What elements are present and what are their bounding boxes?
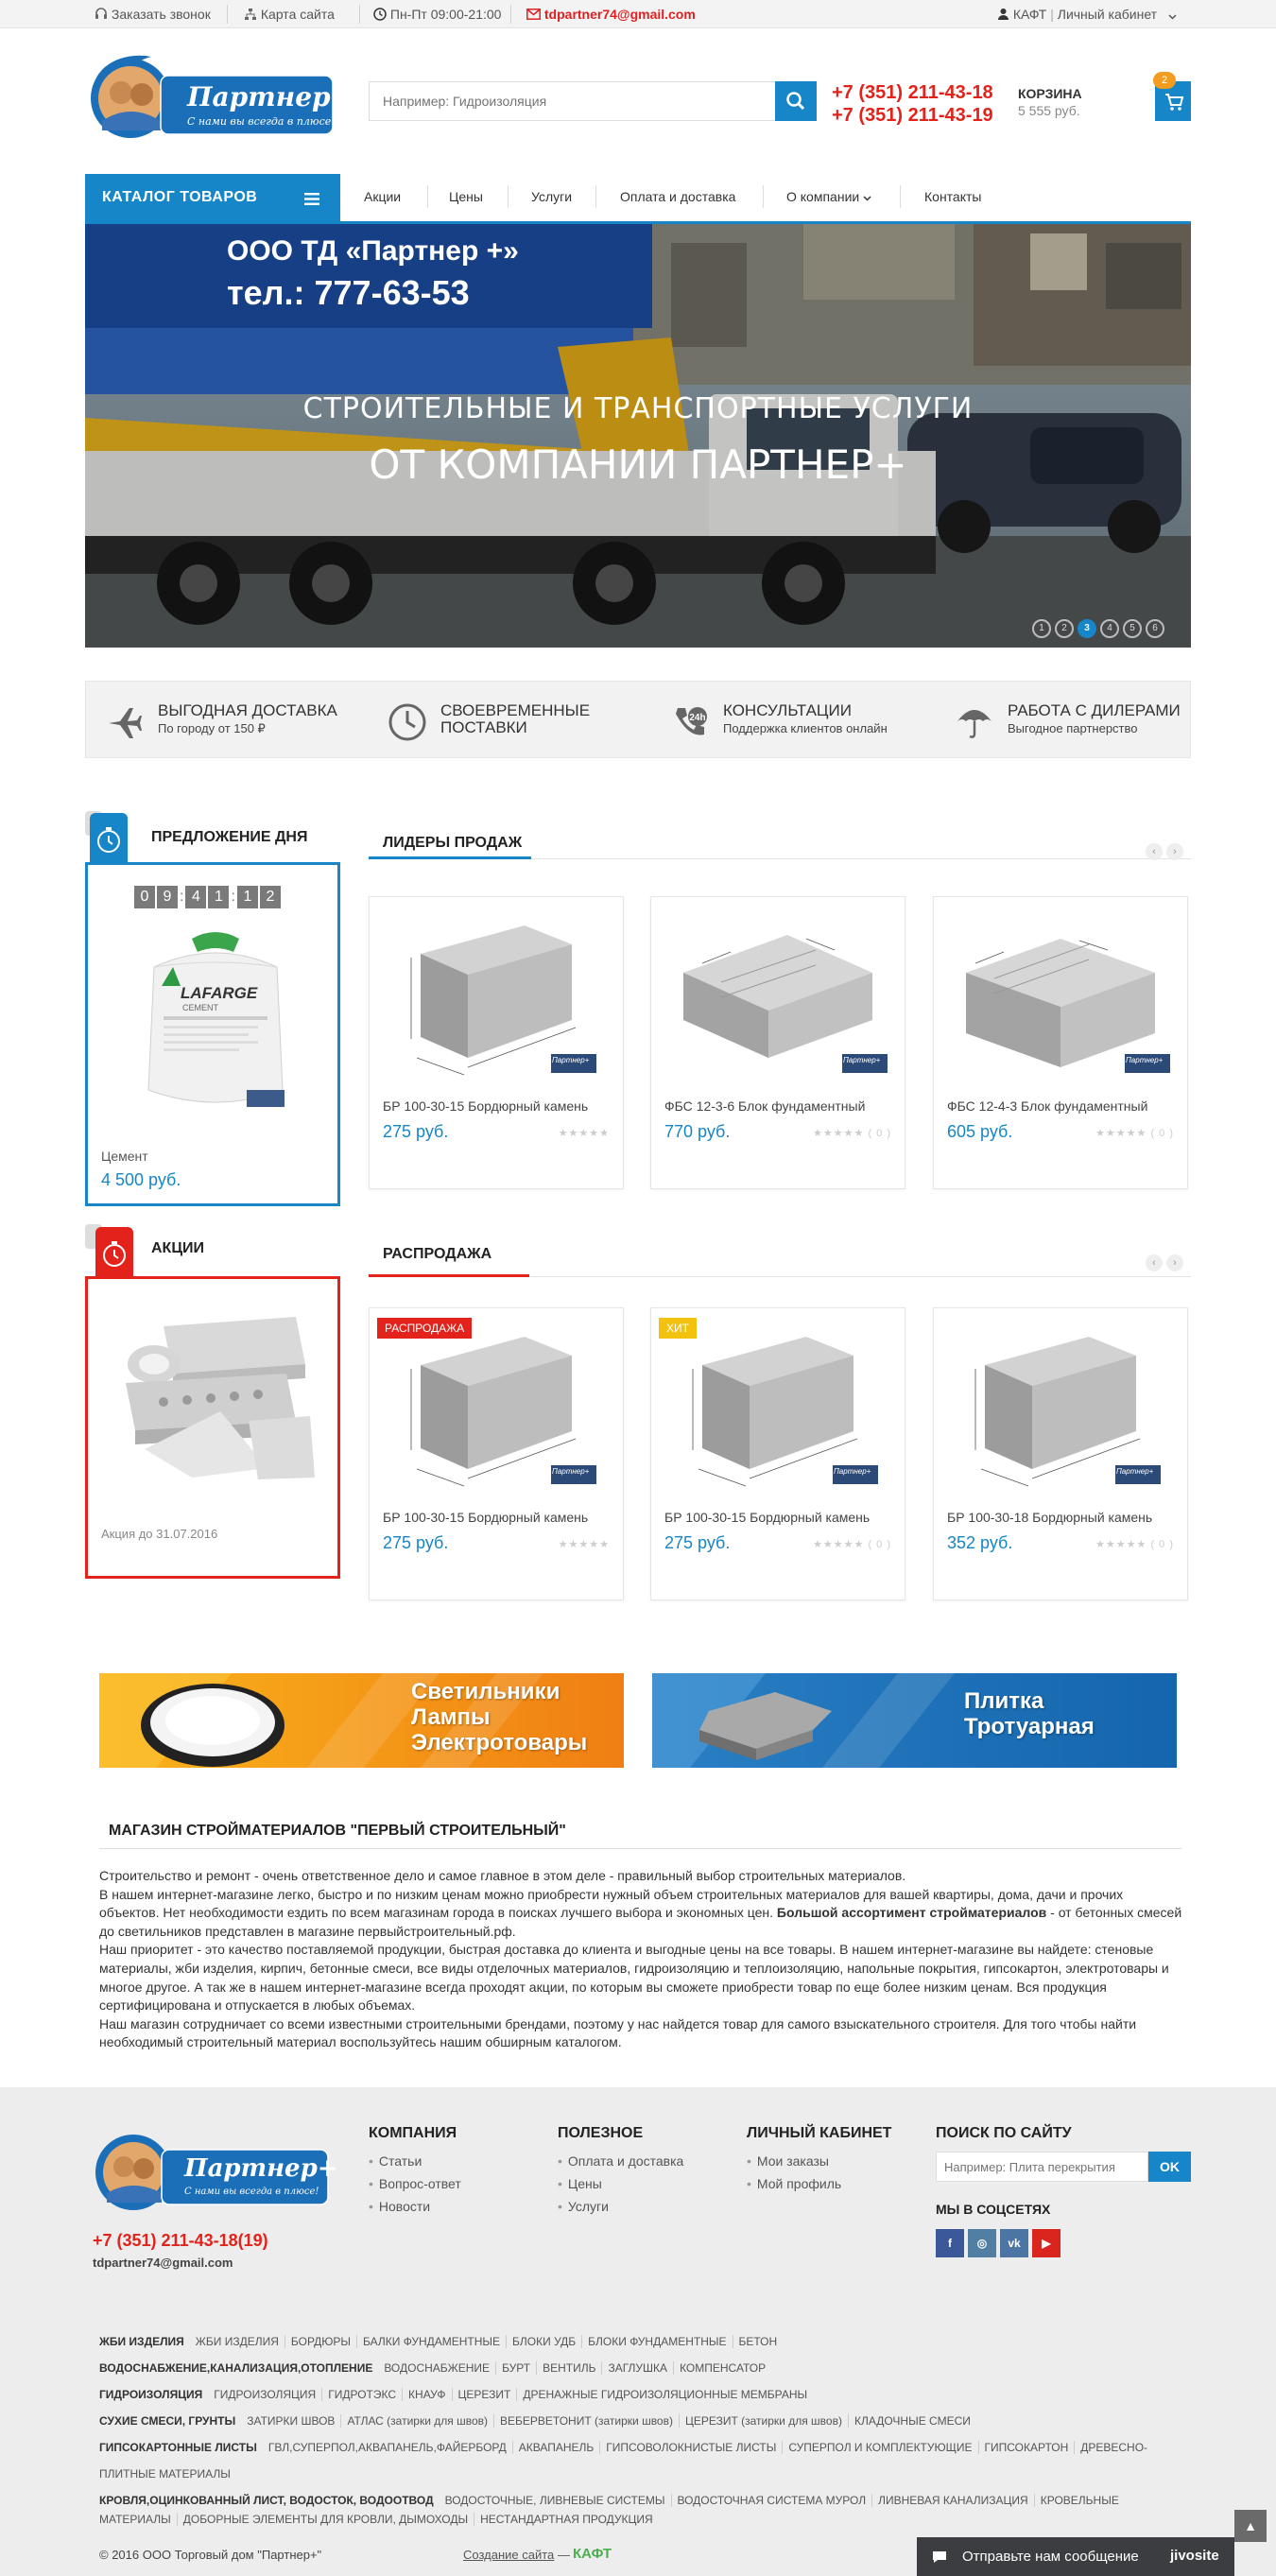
mail-icon xyxy=(526,8,541,23)
footer xyxy=(0,2087,1276,2576)
made-by-link[interactable]: Создание сайта xyxy=(463,2548,555,2562)
store-paragraph xyxy=(99,1886,1186,1942)
svg-text:24h: 24h xyxy=(689,713,706,723)
day-offer-price: 4 500 руб. xyxy=(101,1170,181,1189)
banner-paving[interactable] xyxy=(652,1673,1177,1768)
phone-1[interactable]: +7 (351) 211-43-18 xyxy=(832,82,993,103)
footer-link[interactable]: • Статьи xyxy=(369,2153,461,2169)
scroll-top-icon[interactable]: ▲ xyxy=(1234,2510,1267,2542)
product-card[interactable] xyxy=(650,896,905,1189)
footer-link[interactable]: БЛОКИ УДБ xyxy=(507,2335,582,2348)
nav-item-delivery[interactable]: Оплата и доставка xyxy=(620,189,736,204)
rating-stars: ★★★★★ xyxy=(558,1539,610,1550)
day-offer-title: ПРЕДЛОЖЕНИЕ ДНЯ xyxy=(151,829,308,845)
brand-badge: Партнер+ xyxy=(834,1467,871,1476)
chevron-down-icon xyxy=(863,196,871,201)
email-link[interactable] xyxy=(526,7,696,23)
footer-link[interactable]: • Оплата и доставка xyxy=(558,2153,683,2169)
footer-col-title: КОМПАНИЯ xyxy=(369,2125,457,2141)
feature-delivery xyxy=(158,702,337,736)
footer-link[interactable]: ГИПСОКАРТОН xyxy=(979,2441,1076,2454)
instagram-icon[interactable]: ◎ xyxy=(968,2229,996,2257)
store-paragraph: Наш приоритет - это качество поставляемой продукции, быстрая доставка до клиента и выгодные цены на все товары. В нашем интернет-магазине вы найдете: стеновые материалы, жби изделия, кирпич, бетонные смеси, все виды отделочных материалов, гидроизоляцию и теплоизоляцию, напольные покрытия, гипсокартон, электротовары и многое другое. А так же в нашем интернет-магазине всегда проходят акции, по которым вы сможете приобрести товар по еще более низким ценам. Вся продукция сертифицирована и отпускается в любых объемах. xyxy=(99,1942,1169,2014)
nav-divider xyxy=(900,185,901,208)
footer-link[interactable]: • Вопрос-ответ xyxy=(369,2176,461,2191)
header-phones xyxy=(832,81,993,127)
product-price: 352 руб. xyxy=(947,1533,1013,1552)
footer-search-button[interactable]: OK xyxy=(1148,2152,1191,2182)
arrow-right-icon[interactable]: › xyxy=(1166,843,1183,860)
product-name[interactable]: БР 100-30-15 Бордюрный камень xyxy=(664,1510,871,1525)
curb-stone-image xyxy=(664,1327,891,1507)
catalog-label: КАТАЛОГ ТОВАРОВ xyxy=(102,189,258,205)
footer-link[interactable]: ВОДОСТОЧНЫЕ, ЛИВНЕВЫЕ СИСТЕМЫ xyxy=(440,2494,672,2507)
chat-label: Отправьте нам сообщение xyxy=(962,2549,1139,2565)
product-price: 605 руб. xyxy=(947,1122,1013,1141)
hero-title-line2: ОТ КОМПАНИИ ПАРТНЕР+ xyxy=(369,441,907,488)
logo-slogan: С нами вы всегда в плюсе! xyxy=(184,2187,319,2197)
footer-link[interactable]: ДРЕВЕСНО-ПЛИТНЫЕ МАТЕРИАЛЫ xyxy=(99,2441,1148,2481)
rating-stars: ★★★★★ ( 0 ) xyxy=(813,1128,891,1139)
kaft-brand[interactable]: КАФТ xyxy=(573,2546,612,2562)
nav-divider xyxy=(763,185,764,208)
stopwatch-icon xyxy=(95,1227,133,1276)
product-price: 770 руб. xyxy=(664,1122,731,1141)
footer-link-head[interactable]: СУХИЕ СМЕСИ, ГРУНТЫ xyxy=(99,2414,236,2428)
nav-item-contacts[interactable]: Контакты xyxy=(924,189,982,204)
banner-text: Светильники xyxy=(411,1679,560,1704)
email-label[interactable]: tdpartner74@gmail.com xyxy=(543,7,696,22)
features-strip xyxy=(85,681,1191,758)
product-name[interactable]: ФБС 12-4-3 Блок фундаментный xyxy=(947,1098,1148,1114)
banner-text: Тротуарная xyxy=(964,1714,1095,1739)
footer-link-row xyxy=(99,2408,1196,2434)
leaders-arrows xyxy=(1142,842,1183,860)
rating-stars: ★★★★★ ( 0 ) xyxy=(1095,1539,1174,1550)
store-title: МАГАЗИН СТРОЙМАТЕРИАЛОВ "ПЕРВЫЙ СТРОИТЕЛЬНЫЙ" xyxy=(109,1823,566,1839)
top-bar xyxy=(0,0,1276,28)
feature-title: РАБОТА С ДИЛЕРАМИ xyxy=(1008,701,1181,719)
footer-link[interactable]: ЦЕРЕЗИТ xyxy=(453,2388,518,2401)
footer-link[interactable]: ВОДОСНАБЖЕНИЕ xyxy=(378,2361,496,2375)
site-logo[interactable] xyxy=(85,47,353,142)
catalog-button[interactable] xyxy=(85,174,340,223)
footer-link[interactable]: НЕСТАНДАРТНАЯ ПРОДУКЦИЯ xyxy=(480,2513,653,2526)
product-name[interactable]: БР 100-30-18 Бордюрный камень xyxy=(947,1510,1153,1525)
footer-link-head[interactable]: ГИДРОИЗОЛЯЦИЯ xyxy=(99,2388,203,2401)
footer-col-title: ПОЛЕЗНОЕ xyxy=(558,2125,644,2141)
footer-link[interactable]: ЖБИ ИЗДЕЛИЯ xyxy=(190,2335,285,2348)
chevron-down-icon xyxy=(1168,8,1177,23)
footer-link-row xyxy=(99,2328,1196,2355)
footer-link[interactable]: ДОБОРНЫЕ ЭЛЕМЕНТЫ ДЛЯ КРОВЛИ, ДЫМОХОДЫ xyxy=(178,2513,474,2526)
banner-lighting[interactable] xyxy=(99,1673,624,1768)
feature-title: СВОЕВРЕМЕННЫЕ xyxy=(440,701,591,719)
footer-col-title: ЛИЧНЫЙ КАБИНЕТ xyxy=(747,2125,892,2141)
feature-dealers xyxy=(1008,702,1181,735)
callback-label[interactable]: Заказать звонок xyxy=(111,7,211,22)
promo-title: АКЦИИ xyxy=(151,1240,205,1256)
footer-link[interactable]: • Новости xyxy=(369,2199,461,2214)
callback-link[interactable] xyxy=(95,7,211,24)
banner-text: Электротовары xyxy=(411,1730,588,1755)
product-name[interactable]: БР 100-30-15 Бордюрный камень xyxy=(383,1098,589,1114)
footer-link[interactable]: ГИДРОТЭКС xyxy=(322,2388,403,2401)
headset-icon xyxy=(95,8,108,24)
footer-link-row xyxy=(99,2487,1196,2529)
brand-badge: Партнер+ xyxy=(843,1056,881,1064)
banner-paving-image xyxy=(652,1673,1177,1768)
timer-digit: 0 xyxy=(134,886,155,908)
curb-stone-image xyxy=(383,916,610,1096)
stopwatch-icon xyxy=(90,813,128,862)
chat-icon xyxy=(932,2550,947,2564)
leaders-title: ЛИДЕРЫ ПРОДАЖ xyxy=(383,835,523,851)
rating-stars: ★★★★★ xyxy=(558,1128,610,1139)
footer-link[interactable]: ГИДРОИЗОЛЯЦИЯ xyxy=(208,2388,322,2401)
footer-link-head[interactable]: КРОВЛЯ,ОЦИНКОВАННЫЙ ЛИСТ, ВОДОСТОК, ВОДООТВОД xyxy=(99,2494,434,2507)
timer-digit: 2 xyxy=(260,886,281,908)
footer-col-title: ПОИСК ПО САЙТУ xyxy=(936,2125,1072,2141)
footer-link-row xyxy=(99,2381,1196,2408)
hero-title-line1: СТРОИТЕЛЬНЫЕ И ТРАНСПОРТНЫЕ УСЛУГИ xyxy=(302,392,974,425)
topbar-divider xyxy=(510,5,511,24)
footer-col-company xyxy=(369,2125,461,2222)
arrow-left-icon[interactable]: ‹ xyxy=(1146,843,1163,860)
clock-icon xyxy=(373,8,387,24)
footer-link[interactable]: • Мой профиль xyxy=(747,2176,891,2191)
footer-link[interactable]: АКВАПАНЕЛЬ xyxy=(513,2441,601,2454)
user-menu[interactable]: КАФТ | Личный кабинет xyxy=(997,7,1177,23)
clock-icon xyxy=(388,702,427,745)
day-offer-product-name[interactable]: Цемент xyxy=(101,1149,148,1164)
store-divider xyxy=(99,1848,1181,1849)
promo-tab xyxy=(95,1227,133,1276)
nav-divider xyxy=(595,185,596,208)
footer-link[interactable]: КНАУФ xyxy=(403,2388,452,2401)
footer-link[interactable]: КОМПЕНСАТОР xyxy=(680,2361,767,2375)
nav-item-about[interactable] xyxy=(786,189,871,204)
search-button[interactable] xyxy=(775,81,817,121)
slider-dot[interactable]: 1 xyxy=(1032,619,1051,638)
hit-tag: ХИТ xyxy=(659,1318,697,1339)
timer-digit: 1 xyxy=(237,886,258,908)
slider-dot[interactable]: 5 xyxy=(1123,619,1142,638)
copyright: © 2016 ООО Торговый дом "Партнер+" xyxy=(99,2548,322,2562)
footer-link[interactable]: КЛАДОЧНЫЕ СМЕСИ xyxy=(854,2414,971,2428)
nav-about-label: О компании xyxy=(786,189,860,204)
sale-arrows xyxy=(1142,1253,1183,1271)
feature-title-line2: ПОСТАВКИ xyxy=(440,718,527,736)
feature-title: КОНСУЛЬТАЦИИ xyxy=(723,701,852,719)
sitemap-label[interactable]: Карта сайта xyxy=(260,7,335,22)
banner-text: Плитка xyxy=(964,1688,1044,1714)
footer-link[interactable]: БУРТ xyxy=(496,2361,537,2375)
product-name[interactable]: БР 100-30-15 Бордюрный камень xyxy=(383,1510,589,1525)
user-icon xyxy=(997,8,1009,23)
hero-slider[interactable] xyxy=(85,224,1191,648)
footer-link[interactable]: КРОВЕЛЬНЫЕ МАТЕРИАЛЫ xyxy=(99,2494,1119,2526)
footer-email[interactable]: tdpartner74@gmail.com xyxy=(93,2256,233,2270)
sitemap-icon xyxy=(244,8,257,24)
feature-timely xyxy=(440,702,590,736)
truck-phone-text: тел.: 777-63-53 xyxy=(227,273,470,312)
footer-col-useful xyxy=(558,2125,683,2222)
cart-sum: 5 555 руб. xyxy=(1018,103,1080,118)
curb-stone-image xyxy=(947,1327,1174,1507)
concrete-slabs-image[interactable] xyxy=(107,1307,319,1482)
footer-search xyxy=(936,2152,1191,2182)
feature-title: ВЫГОДНАЯ ДОСТАВКА xyxy=(158,701,337,719)
store-paragraph: Строительство и ремонт - очень ответственное дело и самое главное в этом деле - правильный выбор строительных материалов. xyxy=(99,1868,906,1883)
feature-subtitle: Выгодное партнерство xyxy=(1008,721,1138,735)
footer-link[interactable]: ВЕНТИЛЬ xyxy=(537,2361,602,2375)
work-hours xyxy=(373,7,501,24)
footer-search-input[interactable] xyxy=(936,2152,1148,2182)
nav-item-prices[interactable]: Цены xyxy=(449,189,483,204)
arrow-left-icon[interactable]: ‹ xyxy=(1146,1254,1163,1271)
footer-link[interactable]: БОРДЮРЫ xyxy=(285,2335,357,2348)
slider-dots xyxy=(1028,618,1164,638)
chat-widget[interactable] xyxy=(917,2537,1234,2576)
search-icon xyxy=(775,81,817,121)
feature-consult xyxy=(689,701,888,735)
product-price: 275 руб. xyxy=(664,1533,731,1552)
footer-link-row xyxy=(99,2355,1196,2381)
product-card[interactable] xyxy=(369,896,624,1189)
plane-icon xyxy=(105,702,143,743)
social-title: МЫ В СОЦСЕТЯХ xyxy=(936,2202,1051,2217)
slider-dot[interactable]: 4 xyxy=(1100,619,1119,638)
footer-col-search xyxy=(936,2125,1072,2153)
footer-link[interactable]: БЛОКИ ФУНДАМЕНТНЫЕ xyxy=(582,2335,733,2348)
cabinet-label[interactable]: Личный кабинет xyxy=(1057,7,1158,22)
promo-box[interactable] xyxy=(85,1276,340,1579)
promo-caption: Акция до 31.07.2016 xyxy=(101,1527,218,1541)
nav-item-promo[interactable]: Акции xyxy=(364,189,402,204)
product-card[interactable] xyxy=(650,1307,905,1600)
timer-digit: 9 xyxy=(157,886,178,908)
jivosite-brand: jivosite xyxy=(1170,2548,1219,2564)
product-name[interactable]: ФБС 12-3-6 Блок фундаментный xyxy=(664,1098,866,1114)
sale-tag: РАСПРОДАЖА xyxy=(377,1318,472,1339)
footer-link[interactable]: • Мои заказы xyxy=(747,2153,891,2169)
footer-category-links xyxy=(99,2328,1196,2529)
sitemap-link[interactable] xyxy=(244,7,335,24)
review-count: ( 0 ) xyxy=(1150,1539,1174,1550)
made-by-dash: — xyxy=(558,2548,570,2562)
store-text-part: В нашем интернет-магазине легко, быстро и по низким ценам можно приобрести нужный объем строительных материалов для вашей квартиры, дома, дачи и прочих объектов. Нет необходимости ездить по всем магазинам города в поисках лучшего выбора и экономных цен. xyxy=(99,1886,1124,1921)
vk-icon[interactable]: vk xyxy=(1000,2229,1028,2257)
slider-dot-active[interactable]: 3 xyxy=(1078,619,1096,638)
cart-count-badge: 2 xyxy=(1153,72,1176,89)
footer-logo[interactable] xyxy=(90,2125,336,2220)
feature-subtitle: Поддержка клиентов онлайн xyxy=(723,721,888,735)
cart-widget[interactable] xyxy=(1016,75,1191,121)
rating-stars: ★★★★★ ( 0 ) xyxy=(813,1539,891,1550)
logo-slogan: С нами вы всегда в плюсе! xyxy=(187,115,336,128)
user-name[interactable]: КАФТ xyxy=(1012,7,1047,22)
foundation-block-image xyxy=(664,916,891,1096)
footer-link-row xyxy=(99,2434,1196,2487)
support-24h-icon xyxy=(670,702,710,745)
section-underline xyxy=(369,856,531,859)
banner-text: Лампы xyxy=(411,1704,491,1730)
brand-badge: Партнер+ xyxy=(552,1056,590,1064)
store-description xyxy=(99,1867,1186,2052)
slider-dot[interactable]: 2 xyxy=(1055,619,1074,638)
hamburger-icon xyxy=(304,193,319,205)
facebook-icon[interactable]: f xyxy=(936,2229,964,2257)
bag-brand-text: LAFARGE xyxy=(181,984,258,1002)
search-input[interactable] xyxy=(370,82,774,120)
sale-title: РАСПРОДАЖА xyxy=(383,1246,492,1262)
footer-link[interactable]: БАЛКИ ФУНДАМЕНТНЫЕ xyxy=(357,2335,507,2348)
feature-subtitle: По городу от 150 ₽ xyxy=(158,721,266,735)
brand-badge: Партнер+ xyxy=(1116,1467,1154,1476)
cement-bag-image[interactable] xyxy=(135,929,296,1118)
review-count: ( 0 ) xyxy=(868,1539,891,1550)
store-text-part: - от бетонных смесей до светильников представлен в магазине первыйстроительный.рф. xyxy=(99,1905,1182,1939)
footer-col-account xyxy=(747,2125,891,2199)
rating-stars: ★★★★★ ( 0 ) xyxy=(1095,1128,1174,1139)
topbar-divider xyxy=(227,5,228,24)
nav-divider xyxy=(427,185,428,208)
curb-stone-image xyxy=(383,1327,610,1507)
product-price: 275 руб. xyxy=(383,1533,449,1552)
product-card[interactable] xyxy=(369,1307,624,1600)
review-count: ( 0 ) xyxy=(868,1128,891,1139)
timer-digit: 4 xyxy=(185,886,206,908)
footer-link[interactable]: СУПЕРПОЛ И КОМПЛЕКТУЮЩИЕ xyxy=(783,2441,978,2454)
product-price: 275 руб. xyxy=(383,1122,449,1141)
topbar-divider xyxy=(359,5,360,24)
footer-link-head[interactable]: ЖБИ ИЗДЕЛИЯ xyxy=(99,2335,184,2348)
footer-link-head[interactable]: ГИПСОКАРТОННЫЕ ЛИСТЫ xyxy=(99,2441,257,2454)
footer-link-head[interactable]: ВОДОСНАБЖЕНИЕ,КАНАЛИЗАЦИЯ,ОТОПЛЕНИЕ xyxy=(99,2361,373,2375)
cart-label: КОРЗИНА xyxy=(1018,86,1082,101)
slider-dot[interactable]: 6 xyxy=(1146,619,1164,638)
section-underline xyxy=(369,1274,529,1277)
footer-link[interactable]: ГВЛ,СУПЕРПОЛ,АКВАПАНЕЛЬ,ФАЙЕРБОРД xyxy=(263,2441,513,2454)
umbrella-icon xyxy=(955,702,994,745)
nav-item-services[interactable]: Услуги xyxy=(531,189,573,204)
footer-link[interactable]: ГИПСОВОЛОКНИСТЫЕ ЛИСТЫ xyxy=(600,2441,783,2454)
youtube-icon[interactable]: ▶ xyxy=(1032,2229,1060,2257)
day-offer-box[interactable] xyxy=(85,862,340,1206)
brand-badge: Партнер+ xyxy=(552,1467,590,1476)
product-card[interactable] xyxy=(933,896,1188,1189)
footer-link[interactable]: • Услуги xyxy=(558,2199,683,2214)
footer-link[interactable]: ДРЕНАЖНЫЕ ГИДРОИЗОЛЯЦИОННЫЕ МЕМБРАНЫ xyxy=(523,2388,808,2401)
countdown-timer: 0 9 : 4 1 : 1 2 xyxy=(133,886,282,908)
store-paragraph: Наш магазин сотрудничает со всеми известными строительными брендами, поэтому у нас найдется товар для самого взыскательного строителя. Для того чтобы найти необходимый строительный материал воспользуйтесь нашим обширным каталогом. xyxy=(99,2015,1137,2050)
footer-link[interactable]: ЛИВНЕВАЯ КАНАЛИЗАЦИЯ xyxy=(872,2494,1035,2507)
timer-digit: 1 xyxy=(208,886,229,908)
review-count: ( 0 ) xyxy=(1150,1128,1174,1139)
hours-label: Пн-Пт 09:00-21:00 xyxy=(389,7,502,22)
footer-link[interactable]: ВЕБЕРВЕТОНИТ (затирки швов) xyxy=(494,2414,680,2428)
logo-name: Партнер+ xyxy=(187,81,353,112)
footer-link[interactable]: ЗАТИРКИ ШВОВ xyxy=(241,2414,341,2428)
nav-divider xyxy=(508,185,509,208)
store-text-bold: Большой ассортимент стройматериалов xyxy=(776,1905,1047,1921)
phone-2[interactable]: +7 (351) 211-43-19 xyxy=(832,105,993,126)
logo-name: Партнер+ xyxy=(184,2154,338,2183)
footer-link[interactable]: ЦЕРЕЗИТ (затирки для швов) xyxy=(680,2414,849,2428)
arrow-right-icon[interactable]: › xyxy=(1166,1254,1183,1271)
brand-badge: Партнер+ xyxy=(1126,1056,1164,1064)
footer-link[interactable]: АТЛАС (затирки для швов) xyxy=(341,2414,494,2428)
truck-company-text: ООО ТД «Партнер +» xyxy=(227,235,519,267)
foundation-block-image xyxy=(947,916,1174,1096)
product-card[interactable] xyxy=(933,1307,1188,1600)
day-offer-tab-front xyxy=(90,813,128,862)
footer-link[interactable]: ВОДОСТОЧНАЯ СИСТЕМА МУРОЛ xyxy=(672,2494,873,2507)
footer-phone[interactable]: +7 (351) 211-43-18(19) xyxy=(93,2231,268,2250)
bag-sub-text: CEMENT xyxy=(182,1003,218,1012)
search-box xyxy=(369,81,817,121)
footer-link[interactable]: БЕТОН xyxy=(738,2335,778,2348)
footer-link[interactable]: • Цены xyxy=(558,2176,683,2191)
footer-link[interactable]: ЗАГЛУШКА xyxy=(602,2361,674,2375)
